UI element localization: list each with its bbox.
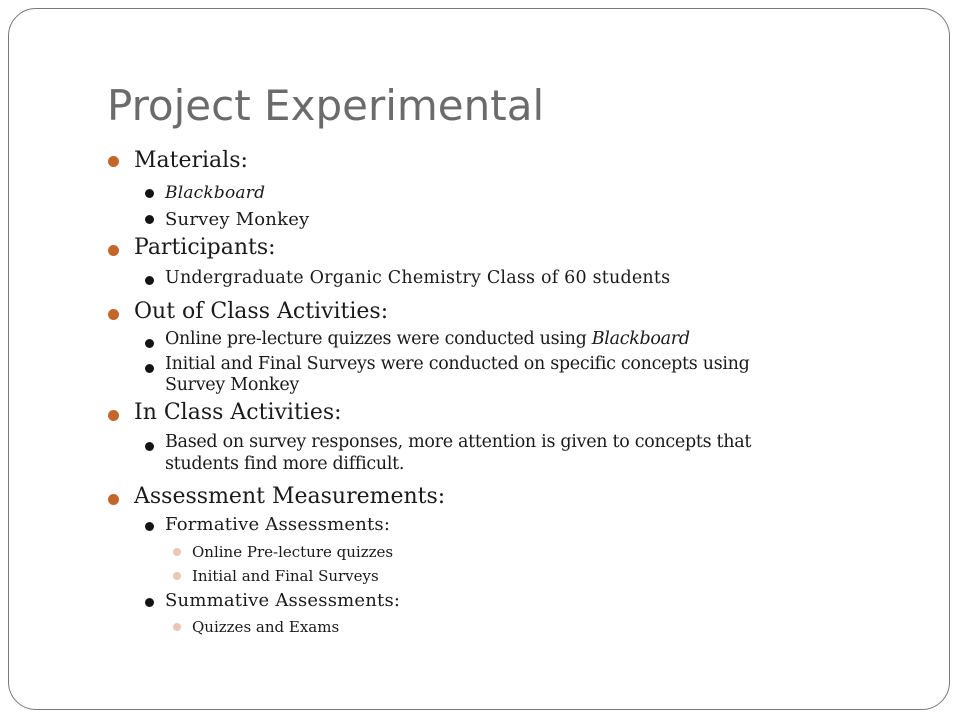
out-of-class-item-quizzes-text: Online pre-lecture quizzes were conducted using (165, 329, 592, 349)
bullet-level2 (145, 189, 154, 198)
summative-item-quizzes-exams: Quizzes and Exams (192, 618, 340, 636)
bullet-level1 (108, 156, 119, 167)
bullet-level3 (173, 572, 181, 580)
bullet-level2 (145, 522, 154, 531)
bullet-level1 (108, 494, 119, 505)
materials-item-survey-monkey: Survey Monkey (165, 209, 310, 230)
participants-item: Undergraduate Organic Chemistry Class of 60 students (165, 268, 671, 288)
out-of-class-item-surveys-line2: Survey Monkey (165, 375, 299, 395)
in-class-item-line2: students find more difficult. (165, 454, 405, 474)
summative-heading: Summative Assessments: (165, 590, 401, 611)
out-of-class-item-quizzes-emphasis: Blackboard (591, 329, 690, 349)
bullet-level1 (108, 410, 119, 421)
bullet-level2 (145, 276, 154, 285)
slide-title: Project Experimental (107, 81, 545, 130)
participants-heading: Participants: (134, 235, 276, 260)
bullet-level2 (145, 598, 154, 607)
bullet-level1 (108, 309, 119, 320)
out-of-class-heading: Out of Class Activities: (134, 299, 389, 324)
bullet-level1 (108, 245, 119, 256)
formative-item-surveys: Initial and Final Surveys (192, 567, 379, 585)
bullet-level2 (145, 215, 154, 224)
out-of-class-item-quizzes (165, 329, 690, 349)
formative-heading: Formative Assessments: (165, 514, 391, 535)
materials-heading: Materials: (134, 148, 248, 173)
bullet-level2 (145, 364, 154, 373)
materials-item-blackboard: Blackboard (165, 183, 266, 203)
in-class-heading: In Class Activities: (134, 400, 342, 425)
bullet-level3 (173, 623, 181, 631)
bullet-level2 (145, 339, 154, 348)
bullet-level3 (173, 548, 181, 556)
in-class-item-line1: Based on survey responses, more attention is given to concepts that (165, 432, 752, 452)
bullet-level2 (145, 442, 154, 451)
out-of-class-item-surveys-line1: Initial and Final Surveys were conducted on specific concepts using (165, 354, 750, 374)
formative-item-prelecture-quizzes: Online Pre-lecture quizzes (192, 543, 394, 561)
assessment-heading: Assessment Measurements: (134, 484, 446, 509)
